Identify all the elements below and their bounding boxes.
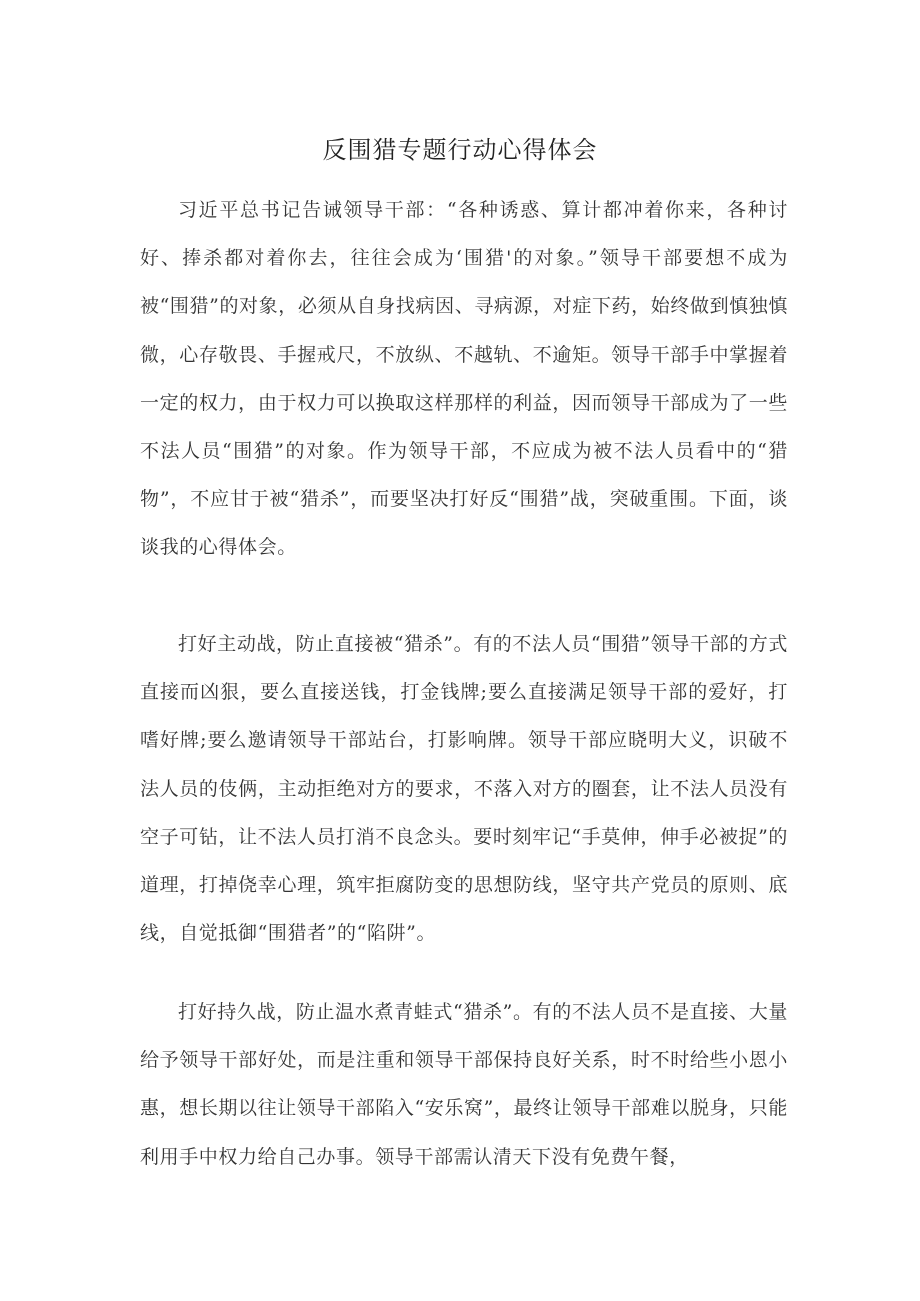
paragraph-intro: 习近平总书记告诫领导干部：“各种诱惑、算计都冲着你来，各种讨好、捧杀都对着你去，往往会成为‘围猎'的对象。”领导干部要想不成为被“围猎”的对象，必须从自身找病因、寻病源，对症下药，始终做到慎独慎微，心存敬畏、手握戒尺，不放纵、不越轨、不逾矩。领导干部手中掌握着一定的权力，由于权力可以换取这样那样的利益，因而领导干部成为了一些不法人员“围猎”的对象。作为领导干部，不应成为被不法人员看中的“猎物”，不应甘于被“猎杀”，而要坚决打好反“围猎”战，突破重围。下面，谈谈我的心得体会。: [140, 199, 788, 559]
document-title: 反围猎专题行动心得体会: [322, 136, 598, 164]
paragraph-proactive-battle: 打好主动战，防止直接被“猎杀”。有的不法人员“围猎”领导干部的方式直接而凶狠，要么直接送钱，打金钱牌;要么直接满足领导干部的爱好，打嗜好牌;要么邀请领导干部站台，打影响牌。领导干部应晓明大义，识破不法人员的伎俩，主动拒绝对方的要求，不落入对方的圈套，让不法人员没有空子可钻，让不法人员打消不良念头。要时刻牢记“手莫伸，伸手必被捉”的道理，打掉侥幸心理，筑牢拒腐防变的思想防线，坚守共产党员的原则、底线，自觉抵御“围猎者”的“陷阱”。: [140, 633, 788, 945]
paragraph-protracted-battle: 打好持久战，防止温水煮青蛙式“猎杀”。有的不法人员不是直接、大量给予领导干部好处，而是注重和领导干部保持良好关系，时不时给些小恩小惠，想长期以往让领导干部陷入“安乐窝”，最终让领导干部难以脱身，只能利用手中权力给自己办事。领导干部需认清天下没有免费午餐，: [140, 1001, 788, 1168]
